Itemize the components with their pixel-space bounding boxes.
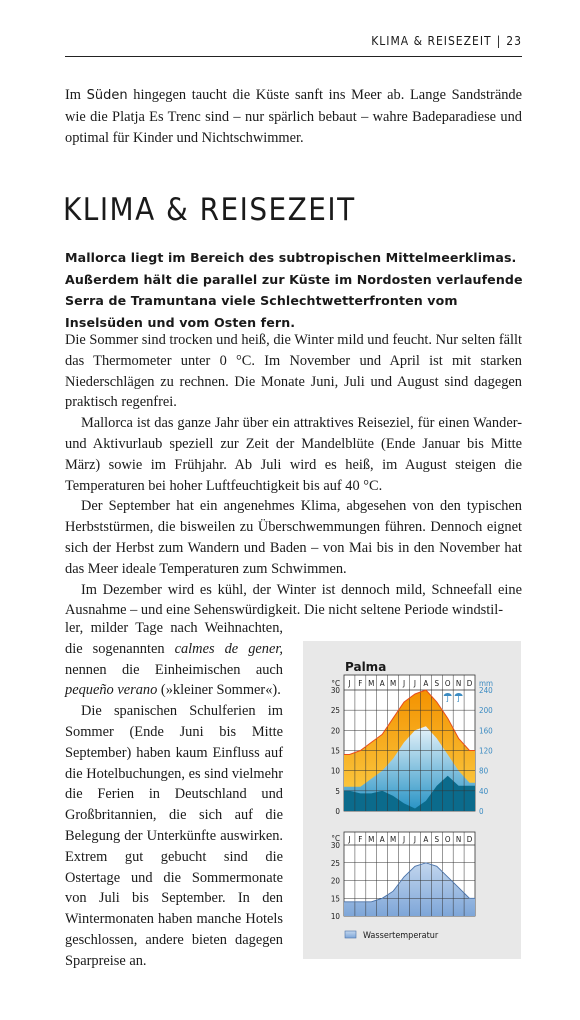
body-paragraph: Mallorca ist das ganze Jahr über ein attraktives Reiseziel, für einen Wander- und Aktivurlaub speziell zur Zeit der Mandelblüte (Ende Januar bis Mitte März) sowie im Frühjahr. Ab Juli wird es heiß, im August steigen die Temperaturen bei hoher Luftfeuchtigkeit bis auf 40 °C. [65, 415, 522, 494]
right-tick-label: 200 [479, 706, 493, 716]
month-label: N [455, 679, 462, 688]
month-label: M [390, 835, 397, 844]
right-tick-label: 40 [479, 786, 489, 796]
month-label: J [402, 835, 406, 844]
left-axis-unit: °C [331, 679, 340, 688]
month-label: J [413, 835, 417, 844]
month-label: J [413, 679, 417, 688]
month-label: M [368, 835, 375, 844]
right-tick-label: 120 [479, 746, 493, 756]
month-label: J [348, 835, 351, 844]
right-tick-label: 240 [479, 686, 493, 695]
month-label: A [423, 679, 429, 688]
climate-chart [303, 641, 521, 959]
month-label: J [402, 679, 406, 688]
term-calmes-de-gener: calmes de gener, [174, 640, 283, 657]
column-paragraph: ler, milder Tage nach Weihnachten, die sogenannten calmes de gener, nennen die Einheimischen auch pequeño verano (»kleiner Sommer«). [65, 620, 283, 699]
left-tick-label: 20 [330, 876, 340, 886]
left-tick-label: 10 [330, 912, 340, 921]
page-number: 23 [506, 34, 522, 48]
body-paragraph: Der September hat ein angenehmes Klima, abgesehen von den typischen Herbststürmen, die bisweilen zu Überschwemmungen führen. Dennoch eignet sich der Herbst zum Wandern und Baden – von Mai bis in den November hat das Meer ideale Temperaturen zum Schwimmen. [65, 498, 522, 577]
keyword-sueden: Süden [86, 88, 128, 103]
left-axis-unit: °C [331, 834, 340, 843]
month-label: S [434, 835, 440, 844]
month-label: F [358, 679, 363, 688]
page-heading: KLIMA & REISEZEIT [63, 192, 356, 228]
month-label: M [390, 679, 397, 688]
body-text [65, 330, 522, 621]
header-section-title: KLIMA & REISEZEIT [371, 34, 492, 48]
chart-title: Palma [345, 660, 387, 674]
left-tick-label: 30 [330, 841, 340, 850]
right-tick-label: 0 [479, 807, 484, 816]
body-paragraph: Die Sommer sind trocken und heiß, die Winter mild und feucht. Nur selten fällt das Thermometer unter 0 °C. Im November und April ist mit starken Niederschlägen zu rechnen. Die Monate Juni, Juli und August sind dagegen praktisch regenfrei. [65, 332, 522, 411]
left-tick-label: 15 [330, 894, 340, 904]
term-pequeno-verano: pequeño verano [65, 682, 158, 699]
month-label: A [379, 835, 385, 844]
left-tick-label: 5 [335, 786, 340, 796]
left-tick-label: 25 [330, 706, 340, 716]
lead-paragraph: Mallorca liegt im Bereich des subtropischen Mittelmeerklimas. Außerdem hält die parallel zur Küste im Nordosten verlaufende Serra de Tramuntana viele Schlechtwetterfronten vom Inselsüden und vom Osten fern. [65, 250, 523, 330]
temperature-precipitation-chart [331, 675, 493, 816]
climate-chart-box [303, 641, 521, 959]
left-tick-label: 0 [335, 807, 340, 816]
column-text [65, 618, 283, 972]
month-label: O [444, 835, 451, 844]
left-tick-label: 10 [330, 766, 340, 776]
month-label: J [348, 679, 351, 688]
left-tick-label: 15 [330, 746, 340, 756]
legend-swatch-water [345, 931, 356, 938]
month-label: D [466, 835, 473, 844]
left-tick-label: 25 [330, 858, 340, 868]
month-label: N [455, 835, 462, 844]
month-label: A [423, 835, 429, 844]
right-tick-label: 80 [479, 766, 489, 776]
body-paragraph: Im Dezember wird es kühl, der Winter ist dennoch mild, Schneefall eine Ausnahme – und eine Sehenswürdigkeit. Die nicht seltene Periode windstil- [65, 581, 522, 619]
left-tick-label: 20 [330, 726, 340, 736]
right-axis-unit: mm [479, 679, 494, 688]
running-header [65, 34, 522, 57]
left-tick-label: 30 [330, 686, 340, 695]
month-label: A [379, 679, 385, 688]
water-temperature-chart [331, 832, 475, 921]
intro-paragraph: Im Süden hingegen taucht die Küste sanft ins Meer ab. Lange Sandstrände wie die Platja Es Trenc sind – nur spärlich bebaut – wahre Badeparadiese und optimal für Kinder und Nichtschwimmer. [65, 87, 522, 146]
legend-label-water: Wassertemperatur [363, 931, 439, 941]
month-label: S [434, 679, 440, 688]
header-separator: | [496, 34, 502, 48]
right-tick-label: 160 [479, 726, 493, 736]
month-label: M [368, 679, 375, 688]
month-label: O [444, 679, 451, 688]
month-label: D [466, 679, 473, 688]
column-paragraph: Die spanischen Schulferien im Sommer (Ende Juni bis Mitte September) haben kaum Einfluss auf die Hotelbuchungen, es sind vielmehr die Ferien in Deutschland und Großbritannien, die sich auf die Belegung der Unterkünfte auswirken. Extrem gut gebucht sind die Ostertage und die Sommermonate von Juli bis September. In den Wintermonaten haben manche Hotels geschlossen, andere bieten dagegen Sparpreise an. [65, 703, 283, 969]
month-label: F [358, 835, 363, 844]
